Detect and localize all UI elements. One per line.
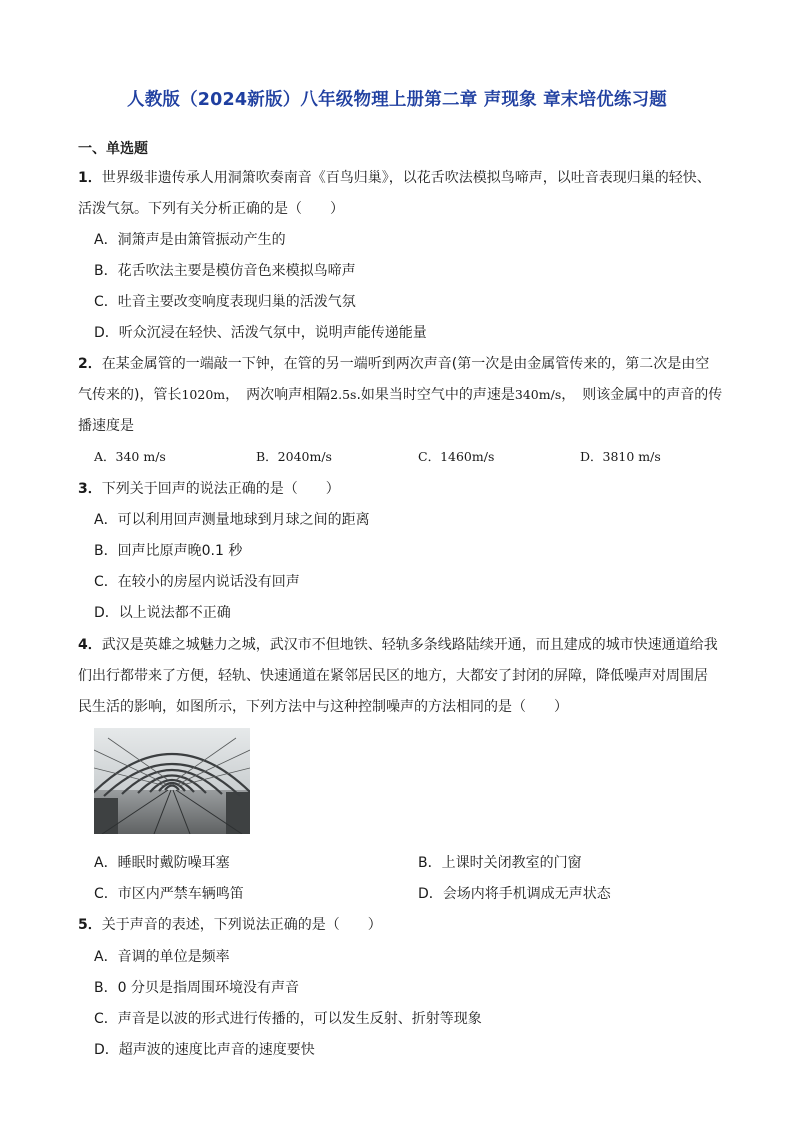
q3-option-c[interactable]: C．在较小的房屋内说话没有回声 xyxy=(94,574,300,590)
q4-option-d[interactable]: D．会场内将手机调成无声状态 xyxy=(418,886,611,902)
noise-barrier-illustration xyxy=(94,728,250,834)
q3-stem-line1 xyxy=(78,478,340,498)
q2-option-a[interactable]: A．340 m/s xyxy=(94,449,166,464)
q2-text-b: ， 两次响声相隔 xyxy=(225,387,331,403)
q4-stem-line3: 民生活的影响，如图所示，下列方法中与这种控制噪声的方法相同的是（ ） xyxy=(78,699,568,715)
q4-stem-line2: 们出行都带来了方便，轻轨、快速通道在紧邻居民区的地方，大都安了封闭的屏障，降低噪声对周围居 xyxy=(78,668,708,684)
q2-stem-line3: 播速度是 xyxy=(78,418,134,434)
q1-option-a[interactable]: A．洞箫声是由箫管振动产生的 xyxy=(94,232,286,248)
q5-option-c[interactable]: C．声音是以波的形式进行传播的，可以发生反射、折射等现象 xyxy=(94,1011,482,1027)
noise-barrier-photo xyxy=(94,728,250,834)
q2-gap: 2.5s xyxy=(330,387,357,402)
q1-stem-line2: 活泼气氛。下列有关分析正确的是（ ） xyxy=(78,201,344,217)
q2-length: 1020m xyxy=(181,387,226,402)
q1-option-b[interactable]: B．花舌吹法主要是模仿音色来模拟鸟啼声 xyxy=(94,263,356,279)
q3-option-a[interactable]: A．可以利用回声测量地球到月球之间的距离 xyxy=(94,512,370,528)
q4-option-c[interactable]: C．市区内严禁车辆鸣笛 xyxy=(94,886,244,902)
q2-speed: 340m/s xyxy=(514,387,562,402)
q1-text: 世界级非遗传承人用洞箫吹奏南音《百鸟归巢》，以花舌吹法模拟鸟啼声，以吐音表现归巢的轻快、 xyxy=(101,170,711,186)
q2-option-b[interactable]: B．2040m/s xyxy=(256,449,332,464)
q4-option-a[interactable]: A．睡眠时戴防噪耳塞 xyxy=(94,855,230,871)
q2-text-d: ， 则该金属中的声音的传 xyxy=(561,387,723,403)
q1-option-c[interactable]: C．吐音主要改变响度表现归巢的活泼气氛 xyxy=(94,294,356,310)
q2-text-a: 气传来的)，管长 xyxy=(78,387,182,403)
q2-stem-line1 xyxy=(78,353,709,373)
q2-option-d[interactable]: D．3810 m/s xyxy=(580,449,661,464)
q1-stem-line1 xyxy=(78,167,711,187)
q1-option-d[interactable]: D．听众沉浸在轻快、活泼气氛中，说明声能传递能量 xyxy=(94,325,427,341)
q4-stem-line1 xyxy=(78,634,718,654)
section-heading: 一、单选题 xyxy=(78,141,148,157)
q2-text-c: .如果当时空气中的声速是 xyxy=(356,387,515,403)
q4-number: 4． xyxy=(78,637,102,653)
q5-option-b[interactable]: B．0 分贝是指周围环境没有声音 xyxy=(94,980,299,996)
q5-stem-line1 xyxy=(78,914,382,934)
q4-text: 武汉是英雄之城魅力之城，武汉市不但地铁、轻轨多条线路陆续开通，而且建成的城市快速通道给我 xyxy=(101,637,718,653)
q4-option-b[interactable]: B．上课时关闭教室的门窗 xyxy=(418,855,582,871)
q3-option-b[interactable]: B．回声比原声晚0.1 秒 xyxy=(94,543,243,559)
q5-option-a[interactable]: A．音调的单位是频率 xyxy=(94,949,230,965)
q5-number: 5． xyxy=(78,917,102,933)
q2-option-c[interactable]: C．1460m/s xyxy=(418,449,495,464)
q3-text: 下列关于回声的说法正确的是（ ） xyxy=(101,481,340,497)
q2-text: 在某金属管的一端敲一下钟，在管的另一端听到两次声音(第一次是由金属管传来的，第二次是由空 xyxy=(101,356,710,372)
q5-text: 关于声音的表述，下列说法正确的是（ ） xyxy=(101,917,382,933)
q3-number: 3． xyxy=(78,481,102,497)
q1-number: 1． xyxy=(78,170,102,186)
q5-option-d[interactable]: D．超声波的速度比声音的速度要快 xyxy=(94,1042,315,1058)
q3-option-d[interactable]: D．以上说法都不正确 xyxy=(94,605,231,621)
page-title: 人教版（2024新版）八年级物理上册第二章 声现象 章末培优练习题 xyxy=(127,90,667,110)
q2-stem-line2 xyxy=(78,384,722,404)
q2-number: 2． xyxy=(78,356,102,372)
